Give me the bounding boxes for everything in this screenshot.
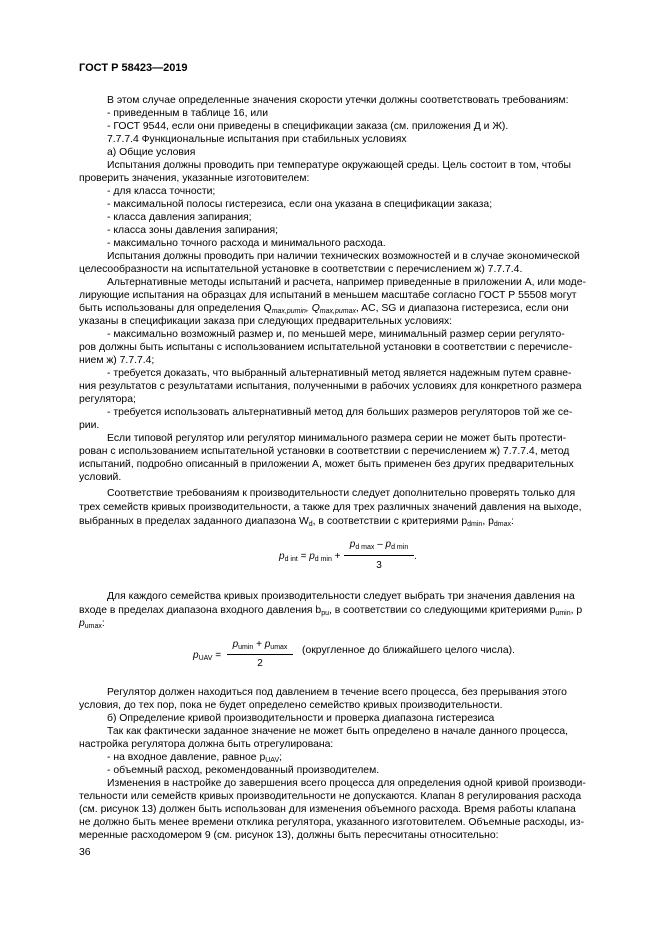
text-line: настройка регулятора должна быть отрегулирована: <box>79 739 334 750</box>
section-heading: 7.7.7.4 Функциональные испытания при стабильных условиях <box>107 134 407 145</box>
text-line: условия, до тех пор, пока не будет определено семейство кривых производительности. <box>79 700 503 711</box>
list-item: - на входное давление, равное $p_{UAV}$; <box>107 752 283 764</box>
text-line: испытаний, подробно описанный в приложении А, может быть применен без других предварительных <box>79 459 574 470</box>
document-header: ГОСТ Р 58423—2019 <box>79 62 188 74</box>
subsection-heading: б) Определение кривой производительности и проверка диапазона гистерезиса <box>107 713 495 724</box>
text-line: выбранных в пределах заданного диапазона $W_d$, в соответствии с критериями $p_{dmin}$, $p_{dmax}$: <box>79 516 514 528</box>
text-line: - ГОСТ 9544, если они приведены в спецификации заказа (см. приложения Д и Ж). <box>107 121 509 132</box>
subsection-heading: а) Общие условия <box>107 147 196 158</box>
text-line: Если типовой регулятор или регулятор минимального размера серии не может быть протести- <box>107 433 567 444</box>
text-line: Так как фактически заданное значение не может быть определено в начале данного процесса, <box>107 726 569 737</box>
text-line: рован с использованием испытательной установки в соответствии с перечислением ж) 7.7.7.4, метод <box>79 446 570 457</box>
list-item: - максимально точного расхода и минимального расхода. <box>107 238 386 249</box>
text-line: условий. <box>79 472 122 483</box>
text-line: Испытания должны проводить при температуре окружающей среды. Цель состоит в том, чтобы <box>107 160 572 171</box>
text-line: (см. рисунок 13) должен быть использован для изменения объемного расхода. Время работы клапана <box>79 804 576 815</box>
list-item: - класса давления запирания; <box>107 212 252 223</box>
text-line: Альтернативные методы испытаний и расчета, например приведенные в приложении А, или моде- <box>107 277 586 288</box>
list-item: - объемный расход, рекомендованный производителем. <box>107 765 380 776</box>
text-line: Регулятор должен находиться под давлением в течение всего процесса, без прерывания этого <box>107 687 567 698</box>
text-line: целесообразности на испытательной установке в соответствии с перечислением ж) 7.7.7.4. <box>79 264 523 275</box>
text-line: лирующие испытания на образцах для испытаний в меньшем масштабе согласно ГОСТ Р 55508 могут <box>79 290 577 301</box>
text-line: Для каждого семейства кривых производительности следует выбрать три значения давления на <box>107 591 575 602</box>
text-line: Соответствие требованиям к производительности следует дополнительно проверять только для <box>107 488 576 499</box>
text-line: В этом случае определенные значения скорости утечки должны соответствовать требованиям: <box>107 95 569 106</box>
text-line: быть использованы для определения $Q_{max,pumin}$, $Q_{max,pumax}$, AC, SG и диапазона гистерезиса, если они <box>79 303 569 315</box>
text-line: регулятора; <box>79 394 136 405</box>
text-line: тельности или семейств кривых производительности не допускаются. Клапан 8 регулирования расхода <box>79 791 582 802</box>
text-line: трех семейств кривых производительности, а также для трех различных значений давления на выходе, <box>79 502 582 513</box>
text-line: не должно быть менее времени отклика регулятора, указанного изготовителем. Объемные расходы, из- <box>79 817 585 828</box>
text-line: рии. <box>79 420 100 431</box>
page-number: 36 <box>79 847 91 858</box>
text-line: указаны в спецификации заказа при следующих предварительных условиях: <box>79 316 453 327</box>
list-item: - для класса точности; <box>107 186 216 197</box>
text-line: - приведенным в таблице 16, или <box>107 108 269 119</box>
text-line: входе в пределах диапазона входного давления $b_{pu}$, в соответствии со следующими критериями $p_{umin}$, p <box>79 605 583 617</box>
list-item: - максимально возможный размер и, по меньшей мере, минимальный размер серии регулято- <box>107 329 565 340</box>
text-line: нием ж) 7.7.7.4; <box>79 355 155 366</box>
text-line: проверить значения, указанные изготовителем: <box>79 173 310 184</box>
text-line: ров должны быть испытаны с использованием испытательной установки в соответствии с перечисле- <box>79 342 573 353</box>
text-line: меренные расходомером 9 (см. рисунок 13), должны быть пересчитаны относительно: <box>79 830 499 841</box>
text-line: ния результатов с результатами испытания, полученными в рабочих условиях для конкретного размера <box>79 381 582 392</box>
list-item: - требуется доказать, что выбранный альтернативный метод является надежным путем сравне- <box>107 368 572 379</box>
list-item: - требуется использовать альтернативный метод для больших размеров регуляторов той же се- <box>107 407 573 418</box>
list-item: - класса зоны давления запирания; <box>107 225 279 236</box>
text-line: $p_{umax}$: <box>79 618 105 630</box>
list-item: - максимальной полосы гистерезиса, если она указана в спецификации заказа; <box>107 199 493 210</box>
text-line: Испытания должны проводить при наличии технических возможностей и в случае экономической <box>107 251 580 262</box>
text-line: Изменения в настройке до завершения всего процесса для определения одной кривой производи- <box>107 778 586 789</box>
